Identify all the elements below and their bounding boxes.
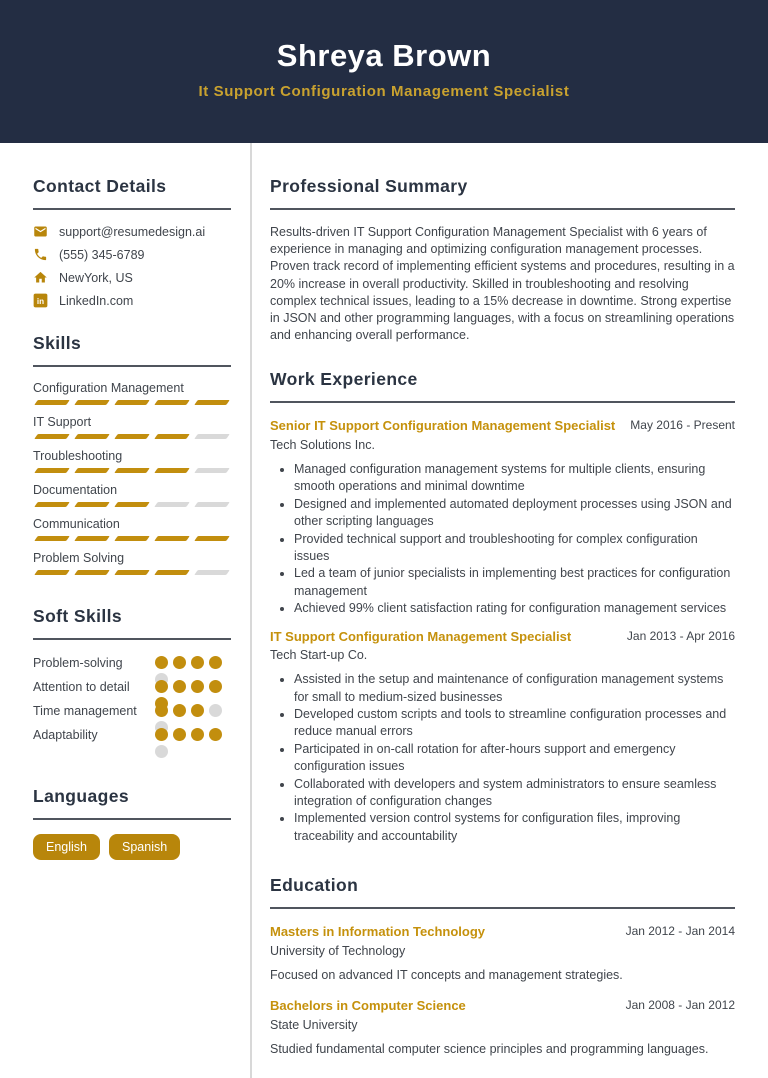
- soft-skill-item: [33, 702, 231, 724]
- soft-skill-item: [33, 654, 231, 676]
- candidate-name: Shreya Brown: [276, 37, 492, 73]
- meter-filled: [34, 536, 70, 541]
- education-entry: [270, 997, 735, 1058]
- summary-text: Results-driven IT Support Configuration Management Specialist with 6 years of experience in managing and optimizing configuration management processes. Proven track record of implementing efficient systems and procedures, resulting in a 20% increase in overall productivity. Skilled in troubleshooting and resolving complex technical issues, leading to a 15% decrease in downtime. Strong expertise in JSON and other programming languages, with a focus on streamlining operations and enhancing overall performance.: [270, 225, 735, 343]
- languages-heading: Languages: [33, 786, 231, 820]
- soft-skill-item: [33, 726, 231, 748]
- experience-section: [270, 369, 735, 845]
- bullet-item: • Developed custom scripts and tools to streamline configuration processes and reduce manual errors: [294, 706, 735, 741]
- skills-list: [33, 381, 231, 575]
- soft-skills-list: [33, 654, 231, 748]
- meter-filled: [194, 400, 230, 405]
- job-bullets: [270, 671, 735, 845]
- meter-filled: [154, 400, 190, 405]
- meter-filled: [173, 704, 186, 717]
- meter-filled: [209, 728, 222, 741]
- main-column: [252, 143, 768, 1078]
- linkedin-icon: [33, 293, 48, 308]
- skill-label: Communication: [33, 517, 120, 531]
- email-icon: [33, 224, 48, 239]
- home-icon: [33, 270, 48, 285]
- job-dates: May 2016 - Present: [630, 418, 735, 433]
- skills-heading: Skills: [33, 333, 231, 367]
- meter-filled: [74, 434, 110, 439]
- education-list: [270, 923, 735, 1058]
- skill-level-bar: [33, 536, 231, 541]
- meter-filled: [155, 728, 168, 741]
- education-heading: Education: [270, 875, 735, 909]
- contact-heading: Contact Details: [33, 176, 231, 210]
- soft-skill-item: [33, 678, 231, 700]
- meter-filled: [191, 680, 204, 693]
- skill-item: [33, 449, 231, 473]
- meter-filled: [114, 400, 150, 405]
- meter-empty: [194, 434, 230, 439]
- education-dates: Jan 2008 - Jan 2012: [625, 997, 735, 1012]
- languages-section: [33, 786, 231, 860]
- skills-section: [33, 333, 231, 575]
- meter-filled: [173, 728, 186, 741]
- meter-empty: [194, 570, 230, 575]
- meter-filled: [209, 656, 222, 669]
- job-title: IT Support Configuration Management Specialist: [270, 628, 572, 644]
- meter-empty: [155, 745, 168, 758]
- job-company: Tech Solutions Inc.: [270, 437, 375, 452]
- education-dates: Jan 2012 - Jan 2014: [625, 924, 735, 939]
- meter-filled: [173, 680, 186, 693]
- skill-level-bar: [33, 400, 231, 405]
- contact-item: [33, 270, 231, 285]
- meter-filled: [74, 536, 110, 541]
- bullet-item: • Collaborated with developers and system administrators to ensure seamless integration of configuration changes: [294, 776, 735, 811]
- bullet-item: • Led a team of junior specialists in implementing best practices for configuration management: [294, 565, 735, 600]
- job-entry: [270, 628, 735, 846]
- resume-body: [0, 143, 768, 1078]
- contact-item: [33, 224, 231, 239]
- contact-text: NewYork, US: [59, 270, 133, 285]
- meter-filled: [34, 502, 70, 507]
- resume-header: [0, 0, 768, 143]
- meter-filled: [34, 570, 70, 575]
- language-badge: English: [33, 834, 100, 860]
- education-section: [270, 875, 735, 1058]
- education-header: [270, 997, 735, 1015]
- meter-filled: [114, 536, 150, 541]
- meter-filled: [114, 502, 150, 507]
- meter-empty: [194, 502, 230, 507]
- meter-empty: [209, 704, 222, 717]
- bullet-item: • Provided technical support and troubleshooting for complex configuration issues: [294, 531, 735, 566]
- soft-skill-rating-dots: [155, 656, 231, 676]
- soft-skill-rating-dots: [155, 704, 231, 724]
- job-header: [270, 628, 735, 646]
- svg-text:in: in: [36, 296, 45, 306]
- meter-filled: [155, 656, 168, 669]
- bullet-item: • Designed and implemented automated deployment processes using JSON and other scripting languages: [294, 496, 735, 531]
- skill-item: [33, 551, 231, 575]
- meter-filled: [154, 536, 190, 541]
- contact-text: support@resumedesign.ai: [59, 224, 206, 239]
- meter-filled: [173, 656, 186, 669]
- bullet-item: • Achieved 99% client satisfaction rating for configuration management services: [294, 600, 735, 617]
- meter-filled: [154, 434, 190, 439]
- education-school: University of Technology: [270, 943, 406, 958]
- meter-filled: [191, 656, 204, 669]
- summary-heading: Professional Summary: [270, 176, 735, 210]
- soft-skill-rating-dots: [155, 680, 231, 700]
- meter-filled: [34, 400, 70, 405]
- languages-list: [33, 834, 231, 860]
- meter-empty: [194, 468, 230, 473]
- phone-icon: [33, 247, 48, 262]
- skill-item: [33, 483, 231, 507]
- meter-filled: [114, 434, 150, 439]
- contact-item: [33, 247, 231, 262]
- job-bullets: [270, 461, 735, 618]
- skill-item: [33, 517, 231, 541]
- skill-label: Problem Solving: [33, 551, 125, 565]
- meter-filled: [74, 502, 110, 507]
- contact-text: (555) 345-6789: [59, 247, 145, 262]
- soft-skill-label: Time management: [33, 704, 137, 718]
- soft-skill-label: Attention to detail: [33, 680, 130, 694]
- contact-item: [33, 293, 231, 308]
- meter-empty: [154, 502, 190, 507]
- meter-filled: [191, 728, 204, 741]
- skill-level-bar: [33, 434, 231, 439]
- education-entry: [270, 923, 735, 984]
- meter-filled: [209, 680, 222, 693]
- contact-section: [33, 176, 231, 308]
- meter-filled: [154, 468, 190, 473]
- skill-item: [33, 381, 231, 405]
- meter-filled: [155, 704, 168, 717]
- jobs-list: [270, 417, 735, 845]
- contact-text: LinkedIn.com: [59, 293, 134, 308]
- soft-skills-section: [33, 606, 231, 748]
- meter-filled: [114, 468, 150, 473]
- skill-level-bar: [33, 502, 231, 507]
- summary-section: [270, 176, 735, 344]
- sidebar: [0, 143, 252, 1078]
- meter-filled: [191, 704, 204, 717]
- skill-label: IT Support: [33, 415, 92, 429]
- skill-item: [33, 415, 231, 439]
- experience-heading: Work Experience: [270, 369, 735, 403]
- meter-filled: [155, 680, 168, 693]
- meter-filled: [114, 570, 150, 575]
- meter-filled: [74, 400, 110, 405]
- meter-filled: [34, 468, 70, 473]
- soft-skill-label: Problem-solving: [33, 656, 123, 670]
- skill-level-bar: [33, 468, 231, 473]
- bullet-item: • Assisted in the setup and maintenance of configuration management systems for small to medium-sized businesses: [294, 671, 735, 706]
- language-badge: Spanish: [109, 834, 180, 860]
- meter-filled: [74, 570, 110, 575]
- candidate-job-title: It Support Configuration Management Specialist: [198, 82, 570, 100]
- bullet-item: • Managed configuration management systems for multiple clients, ensuring smooth operations and minimal downtime: [294, 461, 735, 496]
- skill-label: Documentation: [33, 483, 118, 497]
- contact-list: [33, 224, 231, 308]
- meter-filled: [74, 468, 110, 473]
- job-entry: [270, 417, 735, 617]
- job-header: [270, 417, 735, 435]
- soft-skill-label: Adaptability: [33, 728, 98, 742]
- job-company: Tech Start-up Co.: [270, 648, 368, 663]
- skill-label: Troubleshooting: [33, 449, 123, 463]
- skill-level-bar: [33, 570, 231, 575]
- job-dates: Jan 2013 - Apr 2016: [626, 628, 735, 643]
- education-degree: Bachelors in Computer Science: [270, 997, 466, 1013]
- education-degree: Masters in Information Technology: [270, 924, 486, 940]
- bullet-item: • Participated in on-call rotation for after-hours support and emergency configuration issues: [294, 741, 735, 776]
- meter-filled: [34, 434, 70, 439]
- education-header: [270, 923, 735, 941]
- bullet-item: • Implemented version control systems for configuration files, improving traceability and accountability: [294, 810, 735, 845]
- skill-label: Configuration Management: [33, 381, 184, 395]
- job-title: Senior IT Support Configuration Management Specialist: [270, 418, 616, 434]
- education-description: Studied fundamental computer science principles and programming languages.: [270, 1041, 709, 1056]
- education-description: Focused on advanced IT concepts and management strategies.: [270, 967, 623, 982]
- education-school: State University: [270, 1017, 358, 1032]
- soft-skills-heading: Soft Skills: [33, 606, 231, 640]
- meter-filled: [194, 536, 230, 541]
- meter-filled: [154, 570, 190, 575]
- soft-skill-rating-dots: [155, 728, 231, 748]
